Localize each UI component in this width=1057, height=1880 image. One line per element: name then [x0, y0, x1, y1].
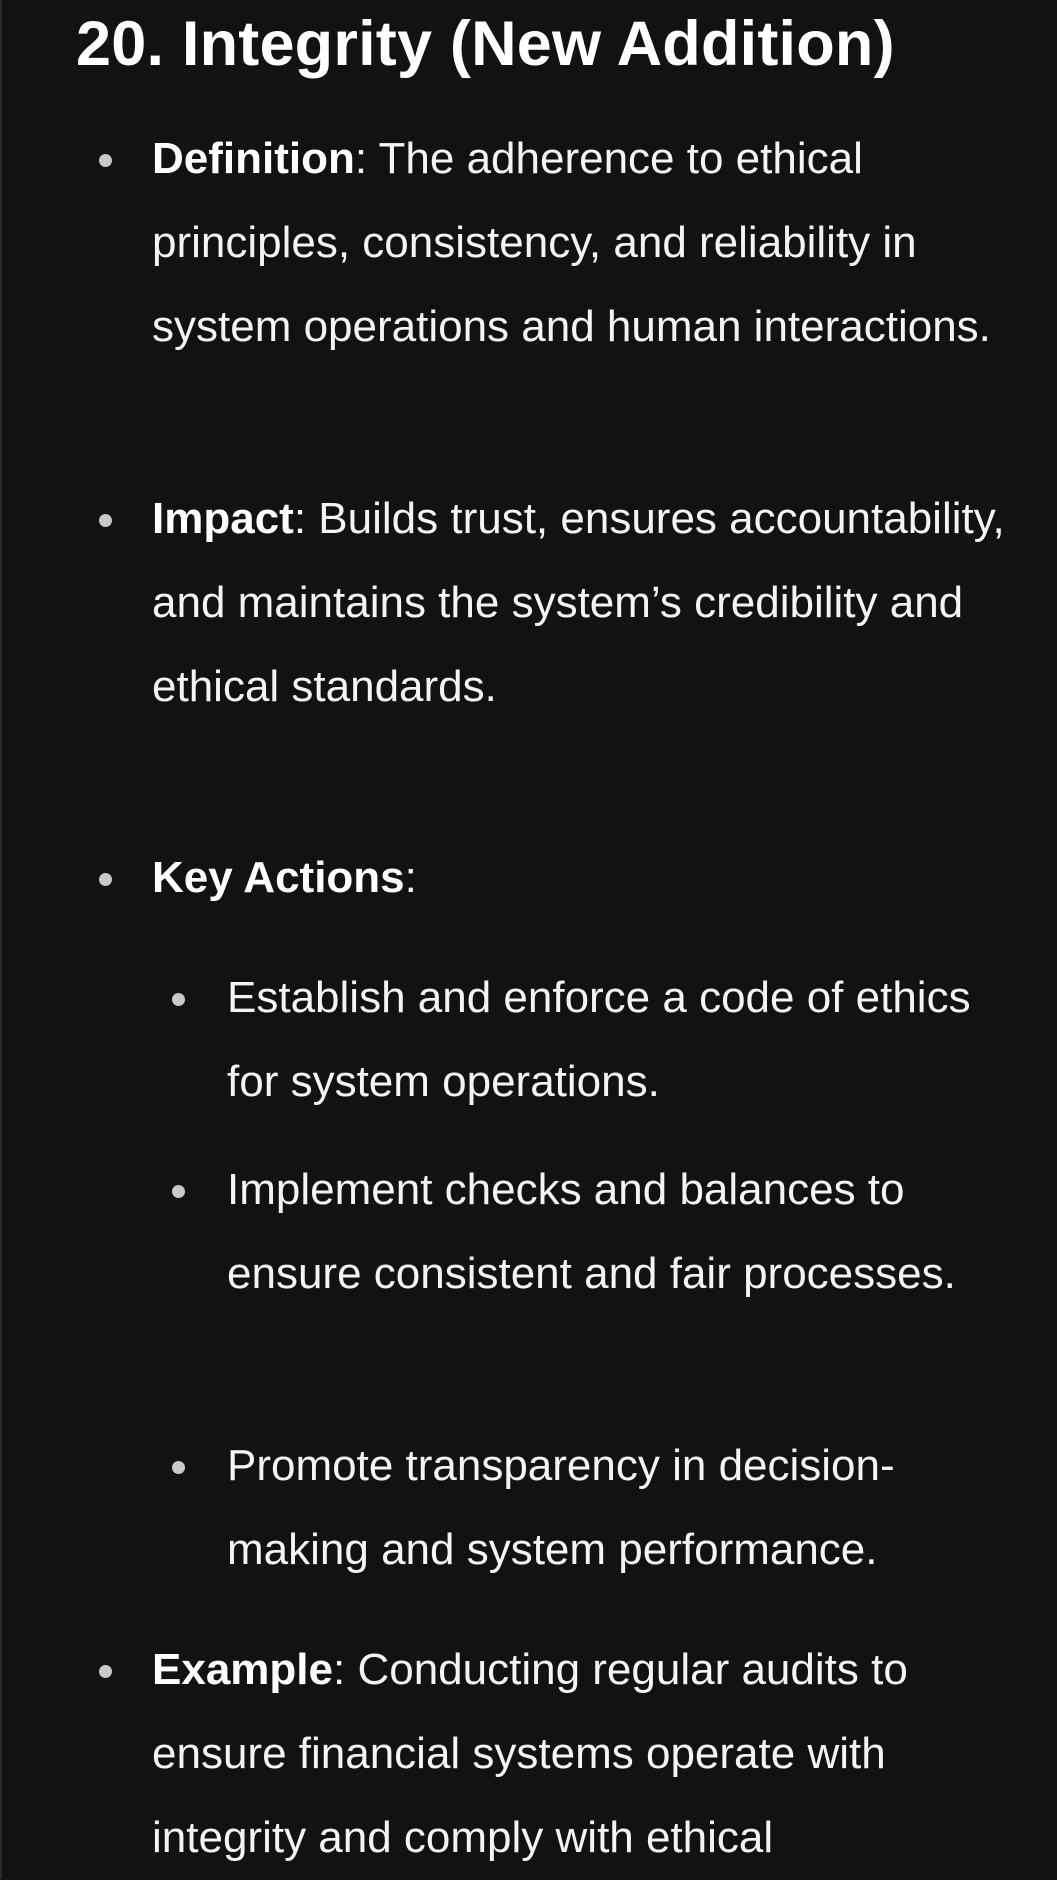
bullet-icon: [99, 514, 112, 527]
item-body: Builds trust, ensures accountability, and maintains the system’s credibility and ethical standards.: [152, 494, 1005, 711]
list-item-key-actions: [0, 836, 1057, 916]
example-text: [152, 1628, 1012, 1880]
item-colon: :: [293, 494, 307, 543]
impact-text: [152, 477, 1012, 729]
item-label: Definition: [152, 134, 355, 183]
item-label: Key Actions: [152, 853, 405, 902]
bullet-icon: [172, 1185, 185, 1198]
list-item-definition: [0, 117, 1057, 447]
bullet-icon: [99, 154, 112, 167]
key-actions-text: [152, 836, 1012, 920]
item-label: Impact: [152, 494, 294, 543]
item-colon: :: [404, 853, 417, 902]
sub-list-item: [0, 1148, 1057, 1398]
sub-item-text: Promote transparency in decision-making and system performance.: [227, 1441, 895, 1574]
bullet-icon: [172, 993, 185, 1006]
item-body: The adherence to ethical principles, consistency, and reliability in system operations and human interactions.: [152, 134, 991, 351]
bullet-icon: [99, 1665, 112, 1678]
item-colon: :: [354, 134, 368, 183]
list-item-example: [0, 1628, 1057, 1879]
definition-text: [152, 117, 1012, 369]
item-body: Conducting regular audits to ensure financial systems operate with integrity and comply with ethical: [152, 1645, 908, 1862]
sub-list-item: [0, 956, 1057, 1126]
section-heading: 20. Integrity (New Addition): [76, 9, 895, 79]
sub-item-text: Establish and enforce a code of ethics for system operations.: [227, 973, 971, 1106]
list-item-impact: [0, 477, 1057, 807]
sub-item-text: Implement checks and balances to ensure consistent and fair processes.: [227, 1165, 956, 1298]
item-colon: :: [332, 1645, 346, 1694]
sub-list-item: [0, 1424, 1057, 1594]
item-label: Example: [152, 1645, 333, 1694]
bullet-icon: [172, 1461, 185, 1474]
bullet-icon: [99, 873, 112, 886]
